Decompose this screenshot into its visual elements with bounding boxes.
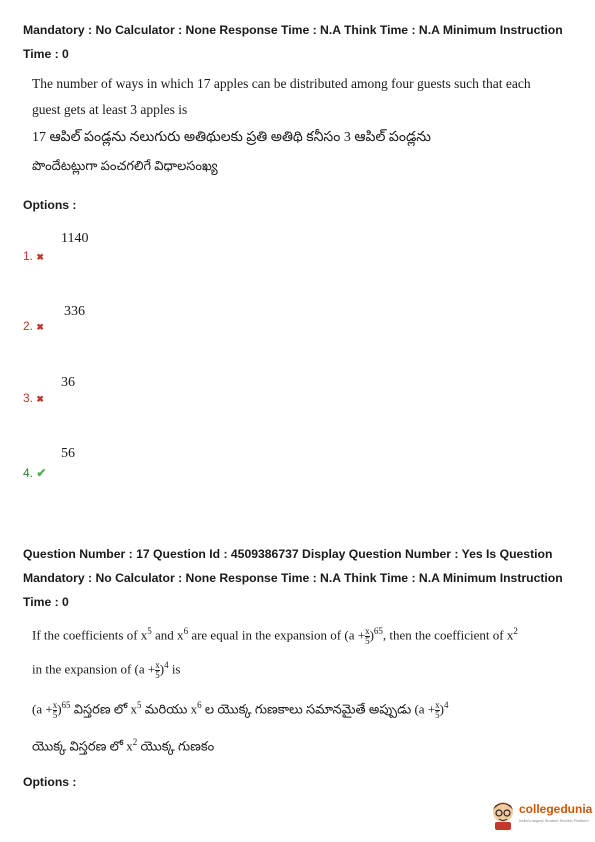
option-value: 56 <box>61 446 75 461</box>
brand-name: collegedunia <box>519 802 593 816</box>
question-text-telugu: 17 ఆపిల్ పండ్లను నలుగురు అతిథులకు ప్రతి అతిథి కనీసం 3 ఆపిల్ పండ్లను <box>32 130 431 145</box>
question-text-english: in the expansion of (a + $\frac{x}{5}$ )$^4$ is <box>32 659 181 680</box>
question-text-english: guest gets at least 3 apples is <box>32 102 188 117</box>
option-value: 1140 <box>61 231 89 246</box>
question-text-english: If the coefficients of $x^5$ and $x^6$ are equal in the expansion of (a + $\frac{x}{5}$ )$^{65}$, then the coefficient of $x^2$ <box>32 625 518 646</box>
options-label: Options : <box>23 775 77 789</box>
question-meta-line: Mandatory : No Calculator : None Response Time : N.A Think Time : N.A Minimum Instruction <box>23 23 563 37</box>
wrong-mark-icon: ✖ <box>36 252 44 262</box>
fraction: $\frac{x}{5}$ <box>365 625 370 646</box>
question-text-english: The number of ways in which 17 apples can be distributed among four guests such that each <box>32 76 531 91</box>
option-value: 36 <box>61 375 75 390</box>
question-meta-line: Question Number : 17 Question Id : 4509386737 Display Question Number : Yes Is Question <box>23 547 553 561</box>
fraction: $\frac{x}{5}$ <box>155 659 160 680</box>
options-label: Options : <box>23 198 77 212</box>
option-number: 3. ✖ <box>23 391 44 405</box>
question-meta-line: Mandatory : No Calculator : None Response Time : N.A Think Time : N.A Minimum Instruction <box>23 571 563 585</box>
option-number: 2. ✖ <box>23 319 44 333</box>
question-meta-line: Time : 0 <box>23 595 69 609</box>
option-number: 1. ✖ <box>23 249 44 263</box>
option-number: 4. ✔ <box>23 466 47 480</box>
mascot-icon <box>489 798 517 830</box>
question-text-telugu: (a + $\frac{x}{5}$ )$^{65}$ విస్తరణ లో $x^5$ మరియు $x^6$ ల యొక్క గుణకాలు సమానమైతే అప్పుడు (a + $\frac{x}{5}$ )$^4$ <box>32 699 449 720</box>
question-text-telugu: పొందేటట్లుగా పంచగలిగే విధాలసంఖ్య <box>32 158 218 173</box>
fraction: $\frac{x}{5}$ <box>435 699 440 720</box>
question-meta-line: Time : 0 <box>23 47 69 61</box>
fraction: $\frac{x}{5}$ <box>52 699 58 720</box>
collegedunia-logo <box>489 796 593 832</box>
option-value: 336 <box>64 304 85 319</box>
wrong-mark-icon: ✖ <box>36 394 44 404</box>
wrong-mark-icon: ✖ <box>36 322 44 332</box>
question-text-telugu: యొక్క విస్తరణ లో $x^2$ యొక్క గుణకం <box>32 737 215 754</box>
brand-tagline: India's largest Student Review Platform <box>519 818 589 823</box>
correct-check-icon: ✔ <box>36 466 47 480</box>
